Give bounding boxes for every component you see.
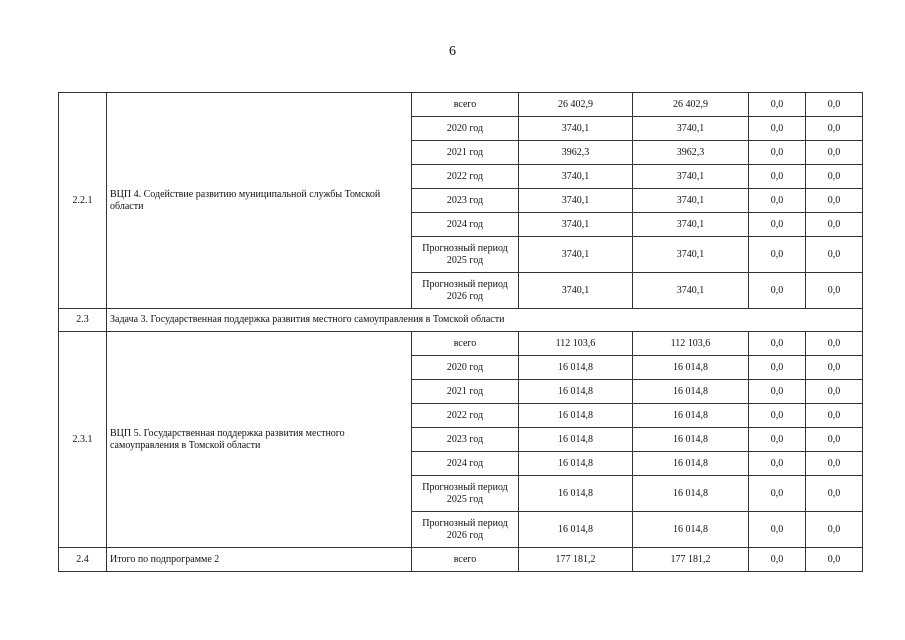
value-regional: 16 014,8 — [633, 476, 749, 512]
value-federal: 0,0 — [749, 380, 806, 404]
value-total: 112 103,6 — [519, 332, 633, 356]
period-cell: 2022 год — [412, 404, 519, 428]
period-cell: Прогнозный период 2025 год — [412, 476, 519, 512]
value-regional: 16 014,8 — [633, 356, 749, 380]
table-row — [59, 93, 863, 117]
value-federal: 0,0 — [749, 141, 806, 165]
value-other: 0,0 — [806, 237, 863, 273]
value-regional: 3740,1 — [633, 213, 749, 237]
value-federal: 0,0 — [749, 404, 806, 428]
period-cell: всего — [412, 548, 519, 572]
period-cell: 2020 год — [412, 117, 519, 141]
value-federal: 0,0 — [749, 428, 806, 452]
period-cell: 2022 год — [412, 165, 519, 189]
value-regional: 16 014,8 — [633, 512, 749, 548]
value-total: 16 014,8 — [519, 512, 633, 548]
value-federal: 0,0 — [749, 512, 806, 548]
value-total: 177 181,2 — [519, 548, 633, 572]
value-federal: 0,0 — [749, 93, 806, 117]
value-regional: 26 402,9 — [633, 93, 749, 117]
value-total: 16 014,8 — [519, 452, 633, 476]
value-regional: 112 103,6 — [633, 332, 749, 356]
value-regional: 3740,1 — [633, 273, 749, 309]
value-regional: 16 014,8 — [633, 404, 749, 428]
value-regional: 3962,3 — [633, 141, 749, 165]
value-total: 3740,1 — [519, 213, 633, 237]
value-other: 0,0 — [806, 332, 863, 356]
value-other: 0,0 — [806, 452, 863, 476]
task-title: Задача 3. Государственная поддержка развития местного самоуправления в Томской области — [107, 309, 863, 332]
value-other: 0,0 — [806, 380, 863, 404]
value-federal: 0,0 — [749, 273, 806, 309]
value-federal: 0,0 — [749, 165, 806, 189]
value-total: 3962,3 — [519, 141, 633, 165]
value-other: 0,0 — [806, 141, 863, 165]
row-number: 2.3.1 — [59, 332, 107, 548]
row-number: 2.2.1 — [59, 93, 107, 309]
value-other: 0,0 — [806, 117, 863, 141]
value-other: 0,0 — [806, 189, 863, 213]
value-regional: 16 014,8 — [633, 452, 749, 476]
value-federal: 0,0 — [749, 189, 806, 213]
value-other: 0,0 — [806, 476, 863, 512]
value-regional: 16 014,8 — [633, 380, 749, 404]
value-other: 0,0 — [806, 273, 863, 309]
value-regional: 16 014,8 — [633, 428, 749, 452]
period-cell: 2021 год — [412, 141, 519, 165]
period-cell: 2024 год — [412, 452, 519, 476]
value-federal: 0,0 — [749, 548, 806, 572]
table-row — [59, 548, 863, 572]
value-federal: 0,0 — [749, 332, 806, 356]
value-other: 0,0 — [806, 93, 863, 117]
row-number: 2.3 — [59, 309, 107, 332]
value-total: 3740,1 — [519, 117, 633, 141]
value-other: 0,0 — [806, 512, 863, 548]
value-other: 0,0 — [806, 548, 863, 572]
period-cell: 2023 год — [412, 428, 519, 452]
period-cell: всего — [412, 93, 519, 117]
value-other: 0,0 — [806, 165, 863, 189]
value-regional: 3740,1 — [633, 189, 749, 213]
value-regional: 3740,1 — [633, 237, 749, 273]
period-cell: 2024 год — [412, 213, 519, 237]
row-name: Итого по подпрограмме 2 — [107, 548, 412, 572]
value-total: 3740,1 — [519, 189, 633, 213]
table-row — [59, 332, 863, 356]
value-total: 3740,1 — [519, 165, 633, 189]
budget-table — [58, 92, 863, 572]
value-total: 26 402,9 — [519, 93, 633, 117]
period-cell: всего — [412, 332, 519, 356]
value-total: 3740,1 — [519, 273, 633, 309]
row-name: ВЦП 4. Содействие развитию муниципальной службы Томской области — [107, 93, 412, 309]
value-other: 0,0 — [806, 404, 863, 428]
value-regional: 177 181,2 — [633, 548, 749, 572]
value-total: 16 014,8 — [519, 356, 633, 380]
value-total: 16 014,8 — [519, 476, 633, 512]
value-federal: 0,0 — [749, 452, 806, 476]
value-other: 0,0 — [806, 213, 863, 237]
value-total: 16 014,8 — [519, 380, 633, 404]
value-federal: 0,0 — [749, 237, 806, 273]
value-total: 16 014,8 — [519, 404, 633, 428]
period-cell: 2023 год — [412, 189, 519, 213]
row-number: 2.4 — [59, 548, 107, 572]
period-cell: 2021 год — [412, 380, 519, 404]
page-number: 6 — [449, 44, 456, 59]
value-federal: 0,0 — [749, 213, 806, 237]
value-federal: 0,0 — [749, 476, 806, 512]
table-row — [59, 309, 863, 332]
value-regional: 3740,1 — [633, 117, 749, 141]
period-cell: Прогнозный период 2026 год — [412, 512, 519, 548]
value-total: 16 014,8 — [519, 428, 633, 452]
period-cell: 2020 год — [412, 356, 519, 380]
value-federal: 0,0 — [749, 356, 806, 380]
row-name: ВЦП 5. Государственная поддержка развития местного самоуправления в Томской области — [107, 332, 412, 548]
value-other: 0,0 — [806, 356, 863, 380]
period-cell: Прогнозный период 2025 год — [412, 237, 519, 273]
value-total: 3740,1 — [519, 237, 633, 273]
value-other: 0,0 — [806, 428, 863, 452]
value-federal: 0,0 — [749, 117, 806, 141]
value-regional: 3740,1 — [633, 165, 749, 189]
period-cell: Прогнозный период 2026 год — [412, 273, 519, 309]
